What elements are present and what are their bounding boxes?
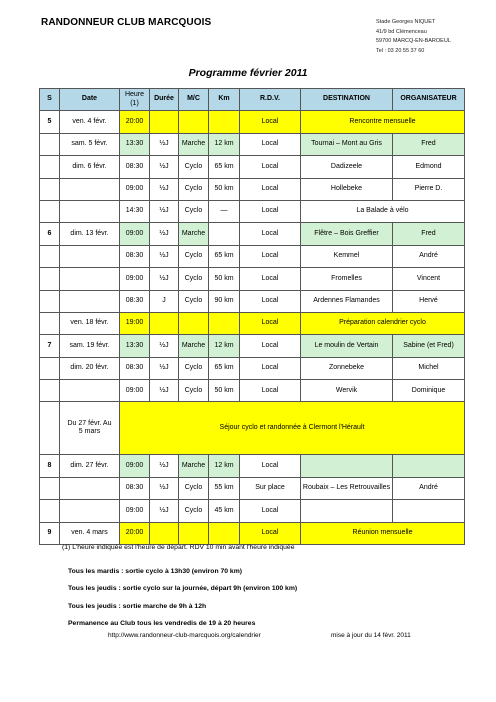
cell-km [209, 522, 240, 544]
page-title: Programme février 2011 [188, 67, 308, 79]
club-address [376, 18, 474, 56]
table-row [40, 156, 465, 178]
table-row [40, 245, 465, 267]
note-line: Tous les jeudis : sortie marche de 9h à 12h [68, 602, 207, 610]
cell-km: 12 km [209, 335, 240, 357]
cell-duree: ½J [150, 335, 179, 357]
cell-destination: Dadizeele [301, 156, 393, 178]
cell-rdv: Local [240, 522, 301, 544]
website-link[interactable]: http://www.randonneur-club-marcquois.org/calendrier [108, 632, 261, 639]
cell-destination: Roubaix – Les Retrouvailles [301, 477, 393, 499]
note-line: Permanence au Club tous les vendredis de 19 à 20 heures [68, 619, 256, 627]
table-row [40, 380, 465, 402]
cell-organisateur: Dominique [393, 380, 465, 402]
cell-rdv: Local [240, 178, 301, 200]
cell-duree [150, 111, 179, 133]
cell-duree: ½J [150, 133, 179, 155]
cell-date: Du 27 févr. Au 5 mars [60, 402, 120, 455]
cell-km: 50 km [209, 380, 240, 402]
cell-km: 50 km [209, 268, 240, 290]
cell-date [60, 477, 120, 499]
cell-week [40, 402, 60, 455]
cell-date: sam. 5 févr. [60, 133, 120, 155]
cell-destination: Le moulin de Vertain [301, 335, 393, 357]
cell-heure: 19:00 [120, 312, 150, 334]
cell-km: 65 km [209, 156, 240, 178]
cell-duree: ½J [150, 455, 179, 477]
address-line: Stade Georges NIQUET [376, 19, 436, 25]
cell-date: dim. 13 févr. [60, 223, 120, 245]
cell-week [40, 290, 60, 312]
cell-mc: Marche [179, 133, 209, 155]
club-name: RANDONNEUR CLUB MARCQUOIS [41, 17, 212, 28]
cell-week: 7 [40, 335, 60, 357]
cell-destination: Préparation calendrier cyclo [301, 312, 465, 334]
cell-destination: La Balade à vélo [301, 200, 465, 222]
address-line: Tel : 03 20 55 37 60 [376, 47, 425, 54]
table-row [40, 500, 465, 522]
table-row [40, 133, 465, 155]
cell-km: 12 km [209, 455, 240, 477]
schedule-table [39, 88, 465, 545]
cell-heure: 13:30 [120, 133, 150, 155]
cell-date [60, 178, 120, 200]
cell-destination: Réunion mensuelle [301, 522, 465, 544]
table-row [40, 290, 465, 312]
cell-heure: 20:00 [120, 522, 150, 544]
table-row [40, 335, 465, 357]
cell-rdv: Local [240, 156, 301, 178]
cell-heure: 08:30 [120, 477, 150, 499]
note-line: Tous les jeudis : sortie cyclo sur la journée, départ 9h (environ 100 km) [68, 585, 298, 593]
cell-date: sam. 19 févr. [60, 335, 120, 357]
cell-organisateur: Michel [393, 357, 465, 379]
cell-week: 9 [40, 522, 60, 544]
cell-week: 5 [40, 111, 60, 133]
cell-organisateur: Fred [393, 133, 465, 155]
cell-date [60, 200, 120, 222]
cell-organisateur: Sabine (et Fred) [393, 335, 465, 357]
cell-mc: Cyclo [179, 156, 209, 178]
cell-duree: ½J [150, 178, 179, 200]
col-header-mc: M/C [179, 89, 209, 111]
cell-organisateur: Pierre D. [393, 178, 465, 200]
cell-destination: Kemmel [301, 245, 393, 267]
cell-mc: Cyclo [179, 477, 209, 499]
cell-heure: 08:30 [120, 357, 150, 379]
cell-heure: 08:30 [120, 245, 150, 267]
table-row [40, 178, 465, 200]
cell-mc: Cyclo [179, 245, 209, 267]
cell-week [40, 245, 60, 267]
update-date: mise à jour du 14 févr. 2011 [331, 632, 411, 639]
cell-km [209, 312, 240, 334]
cell-date: ven. 4 mars [60, 522, 120, 544]
cell-heure: 09:00 [120, 178, 150, 200]
cell-destination [301, 455, 393, 477]
cell-duree [150, 522, 179, 544]
cell-destination: Ardennes Flamandes [301, 290, 393, 312]
cell-heure: 08:30 [120, 290, 150, 312]
cell-km: 12 km [209, 133, 240, 155]
cell-km: — [209, 200, 240, 222]
table-row [40, 111, 465, 133]
cell-mc [179, 111, 209, 133]
cell-mc: Marche [179, 223, 209, 245]
cell-mc: Cyclo [179, 290, 209, 312]
cell-destination: Wervik [301, 380, 393, 402]
cell-week [40, 500, 60, 522]
cell-heure: 09:00 [120, 223, 150, 245]
cell-destination: Hollebeke [301, 178, 393, 200]
cell-duree: ½J [150, 380, 179, 402]
cell-duree: J [150, 290, 179, 312]
cell-rdv: Local [240, 245, 301, 267]
cell-duree: ½J [150, 223, 179, 245]
table-row [40, 268, 465, 290]
cell-organisateur: André [393, 245, 465, 267]
col-header-km: Km [209, 89, 240, 111]
table-row [40, 477, 465, 499]
cell-rdv: Local [240, 223, 301, 245]
cell-mc: Cyclo [179, 200, 209, 222]
cell-km: 50 km [209, 178, 240, 200]
cell-rdv: Local [240, 111, 301, 133]
cell-organisateur: Edmond [393, 156, 465, 178]
cell-date [60, 245, 120, 267]
cell-km: 90 km [209, 290, 240, 312]
cell-duree: ½J [150, 200, 179, 222]
cell-week [40, 312, 60, 334]
cell-duree: ½J [150, 477, 179, 499]
cell-duree: ½J [150, 268, 179, 290]
cell-destination: Zonnebeke [301, 357, 393, 379]
cell-date [60, 290, 120, 312]
cell-week [40, 357, 60, 379]
cell-date: dim. 27 févr. [60, 455, 120, 477]
cell-duree: ½J [150, 357, 179, 379]
cell-rdv: Local [240, 312, 301, 334]
cell-rdv: Local [240, 500, 301, 522]
cell-heure: 09:00 [120, 455, 150, 477]
cell-mc [179, 522, 209, 544]
cell-week: 6 [40, 223, 60, 245]
cell-destination: Séjour cyclo et randonnée à Clermont l'Hérault [120, 402, 465, 455]
cell-date [60, 268, 120, 290]
cell-rdv: Local [240, 380, 301, 402]
cell-date: ven. 4 févr. [60, 111, 120, 133]
table-header-row [40, 89, 465, 111]
cell-km: 65 km [209, 245, 240, 267]
cell-duree [150, 312, 179, 334]
cell-rdv: Local [240, 268, 301, 290]
cell-organisateur: André [393, 477, 465, 499]
table-row [40, 522, 465, 544]
cell-rdv: Sur place [240, 477, 301, 499]
cell-date [60, 380, 120, 402]
cell-km: 45 km [209, 500, 240, 522]
table-row [40, 200, 465, 222]
cell-km [209, 223, 240, 245]
cell-week [40, 477, 60, 499]
cell-destination: Fromelles [301, 268, 393, 290]
cell-mc: Marche [179, 455, 209, 477]
footnote: (1) L'heure indiquée est l'heure de départ. RDV 10 min avant l'heure indiquée [62, 544, 295, 551]
cell-duree: ½J [150, 245, 179, 267]
cell-organisateur: Hervé [393, 290, 465, 312]
cell-km: 65 km [209, 357, 240, 379]
cell-heure: 09:00 [120, 500, 150, 522]
cell-mc: Cyclo [179, 357, 209, 379]
cell-week [40, 178, 60, 200]
cell-date: ven. 18 févr. [60, 312, 120, 334]
cell-organisateur: Fred [393, 223, 465, 245]
cell-mc: Cyclo [179, 268, 209, 290]
table-row [40, 312, 465, 334]
cell-date: dim. 20 févr. [60, 357, 120, 379]
cell-week [40, 200, 60, 222]
cell-rdv: Local [240, 357, 301, 379]
cell-mc: Cyclo [179, 380, 209, 402]
cell-km [209, 111, 240, 133]
cell-organisateur [393, 455, 465, 477]
cell-week [40, 156, 60, 178]
cell-heure: 14:30 [120, 200, 150, 222]
cell-week [40, 268, 60, 290]
col-header-heure: Heure (1) [120, 89, 150, 111]
col-header-duree: Durée [150, 89, 179, 111]
cell-date: dim. 6 févr. [60, 156, 120, 178]
col-header-date: Date [60, 89, 120, 111]
cell-heure: 13:30 [120, 335, 150, 357]
cell-heure: 20:00 [120, 111, 150, 133]
cell-rdv: Local [240, 455, 301, 477]
col-header-rdv: R.D.V. [240, 89, 301, 111]
cell-organisateur: Vincent [393, 268, 465, 290]
table-row [40, 455, 465, 477]
address-line: 41/9 bd Clémenceau [376, 28, 427, 35]
col-header-organisateur: ORGANISATEUR [393, 89, 465, 111]
table-row [40, 402, 465, 455]
cell-week [40, 133, 60, 155]
cell-heure: 09:00 [120, 380, 150, 402]
cell-date [60, 500, 120, 522]
col-header-destination: DESTINATION [301, 89, 393, 111]
cell-mc: Cyclo [179, 500, 209, 522]
cell-km: 55 km [209, 477, 240, 499]
cell-destination: Rencontre mensuelle [301, 111, 465, 133]
cell-week [40, 380, 60, 402]
cell-week: 8 [40, 455, 60, 477]
table-row [40, 357, 465, 379]
col-header-s: S [40, 89, 60, 111]
cell-duree: ½J [150, 500, 179, 522]
cell-rdv: Local [240, 200, 301, 222]
cell-destination [301, 500, 393, 522]
cell-heure: 09:00 [120, 268, 150, 290]
note-line: Tous les mardis : sortie cyclo à 13h30 (environ 70 km) [68, 568, 243, 575]
cell-rdv: Local [240, 335, 301, 357]
cell-organisateur [393, 500, 465, 522]
cell-destination: Flêtre – Bois Greffier [301, 223, 393, 245]
cell-mc [179, 312, 209, 334]
cell-heure: 08:30 [120, 156, 150, 178]
cell-rdv: Local [240, 290, 301, 312]
cell-rdv: Local [240, 133, 301, 155]
cell-mc: Cyclo [179, 178, 209, 200]
cell-duree: ½J [150, 156, 179, 178]
address-line: 59700 MARCQ-EN-BAROEUL [376, 38, 451, 45]
cell-mc: Marche [179, 335, 209, 357]
table-row [40, 223, 465, 245]
recurring-notes [68, 563, 297, 632]
cell-destination: Tournai – Mont au Gris [301, 133, 393, 155]
